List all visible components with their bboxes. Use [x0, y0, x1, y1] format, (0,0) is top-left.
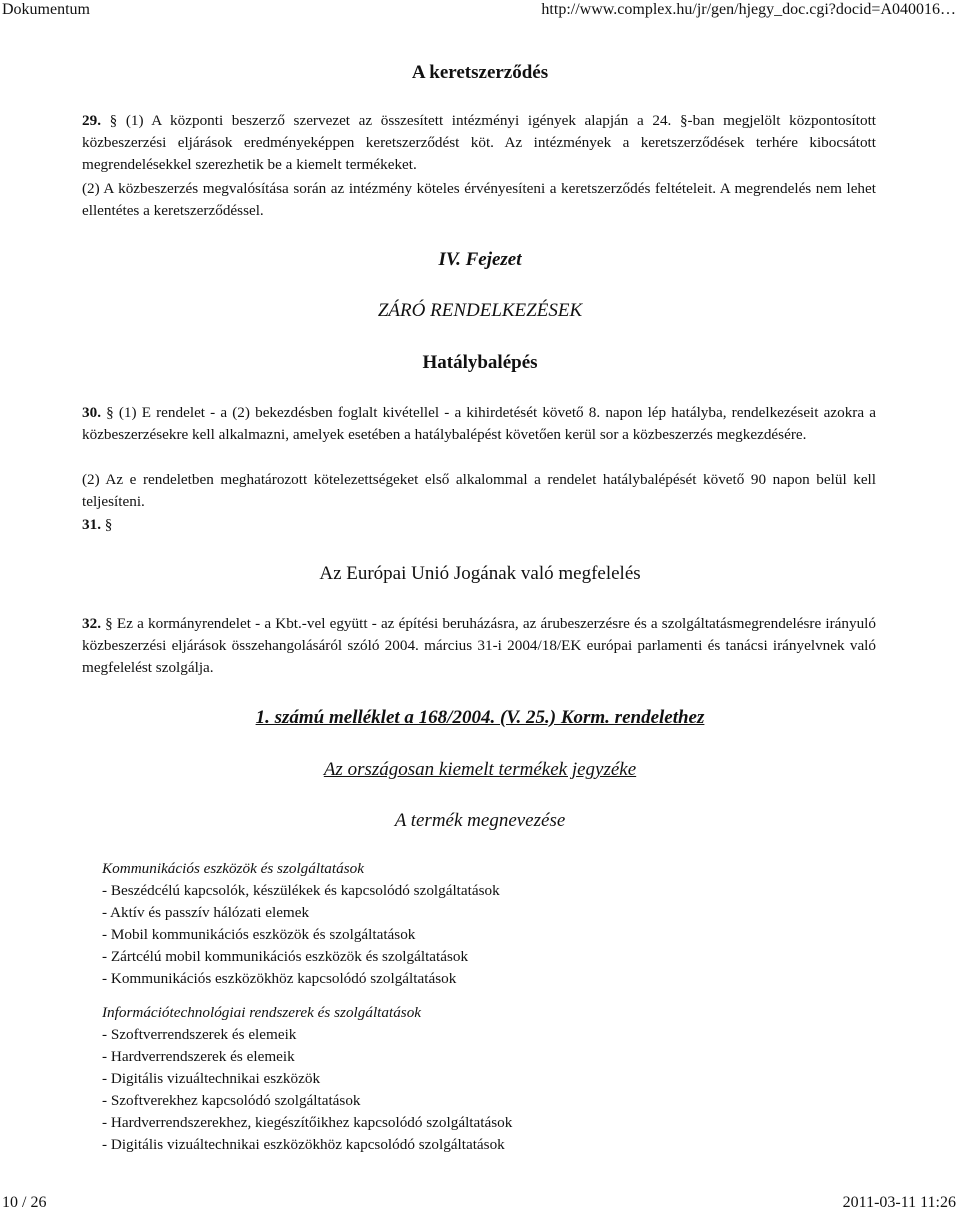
- list-item: - Zártcélú mobil kommunikációs eszközök és szolgáltatások: [102, 948, 469, 965]
- paragraph-number: 32.: [82, 615, 101, 632]
- list-item: - Aktív és passzív hálózati elemek: [102, 904, 310, 921]
- list-item: - Szoftverrendszerek és elemeik: [102, 1026, 297, 1043]
- section-sign: §: [104, 516, 113, 533]
- paragraph-31: [82, 514, 876, 536]
- list-item: - Szoftverekhez kapcsolódó szolgáltatások: [102, 1092, 361, 1109]
- product-category-communications: [102, 858, 802, 990]
- paragraph-text: (1) A központi beszerző szervezet az összesített intézményi igények alapján a 24. §-ban megjelölt központosított közbeszerzési eljárások eredményeképpen keretszerződést köt. Az intézmények a keretszerződések terhére kibocsátott megrendelésekkel szerezhetik be a kiemelt termékeket.: [82, 112, 877, 173]
- list-item: - Digitális vizuáltechnikai eszközökhöz kapcsolódó szolgáltatások: [102, 1136, 505, 1153]
- annex-title: 1. számú melléklet a 168/2004. (V. 25.) Korm. rendelethez: [255, 707, 705, 728]
- paragraph-number: 29.: [82, 112, 101, 129]
- list-item: - Hardverrendszerekhez, kiegészítőikhez kapcsolódó szolgáltatások: [102, 1114, 513, 1131]
- paragraph-29-2: (2) A közbeszerzés megvalósítása során az intézmény köteles érvényesíteni a keretszerződés feltételeit. A megrendelés nem lehet ellentétes a keretszerződéssel.: [82, 180, 876, 219]
- list-item: - Hardverrendszerek és elemeik: [102, 1048, 295, 1065]
- page-counter: 10 / 26: [2, 1194, 47, 1211]
- paragraph-number: 30.: [82, 404, 101, 421]
- category-title: Kommunikációs eszközök és szolgáltatások: [102, 860, 364, 877]
- section-title: A keretszerződés: [411, 62, 549, 83]
- list-item: - Mobil kommunikációs eszközök és szolgáltatások: [102, 926, 416, 943]
- paragraph-29-1: [82, 110, 876, 176]
- category-title: Információtechnológiai rendszerek és szolgáltatások: [102, 1004, 422, 1021]
- subsection-title: Hatálybalépés: [422, 352, 538, 373]
- paragraph-text: (1) E rendelet - a (2) bekezdésben foglalt kivétellel - a kihirdetését követő 8. napon lép hatályba, rendelkezéseit azokra a közbeszerzésekre kell alkalmazni, amelyek esetében a hatálybalépést követően kerül sor a közbeszerzés megkezdésére.: [82, 404, 876, 443]
- paragraph-number: 31.: [82, 516, 101, 533]
- product-name-header: A termék megnevezése: [394, 810, 566, 831]
- product-category-it: [102, 1002, 802, 1156]
- eu-compliance-title: Az Európai Unió Jogának való megfelelés: [319, 563, 641, 584]
- print-datetime: 2011-03-11 11:26: [842, 1194, 956, 1211]
- list-item: - Kommunikációs eszközökhöz kapcsolódó szolgáltatások: [102, 970, 457, 987]
- paragraph-text: Ez a kormányrendelet - a Kbt.-vel együtt - az építési beruházásra, az árubeszerzésre és a szolgáltatásmegrendelésre irányuló közbeszerzési eljárások összehangolásáról szóló 2004. március 31-i 2004/18/EK európai parlamenti és tanácsi irányelvnek való megfelelést szolgálja.: [82, 615, 876, 676]
- list-item: - Beszédcélú kapcsolók, készülékek és kapcsolódó szolgáltatások: [102, 882, 500, 899]
- paragraph-30-2: (2) Az e rendeletben meghatározott kötelezettségeket első alkalommal a rendelet hatálybalépését követő 90 napon belül kell teljesíteni.: [82, 471, 876, 510]
- paragraph-32: [82, 613, 876, 679]
- annex-subtitle: Az országosan kiemelt termékek jegyzéke: [323, 759, 637, 780]
- section-sign: §: [106, 404, 114, 421]
- section-sign: §: [105, 615, 113, 632]
- print-header-title: Dokumentum: [2, 1, 90, 18]
- paragraph-30-1: [82, 402, 876, 446]
- list-item: - Digitális vizuáltechnikai eszközök: [102, 1070, 321, 1087]
- print-header-url: http://www.complex.hu/jr/gen/hjegy_doc.cgi?docid=A040016…: [541, 1, 956, 18]
- section-sign: §: [109, 112, 118, 129]
- chapter-number: IV. Fejezet: [438, 249, 522, 270]
- chapter-title: ZÁRÓ RENDELKEZÉSEK: [377, 300, 583, 321]
